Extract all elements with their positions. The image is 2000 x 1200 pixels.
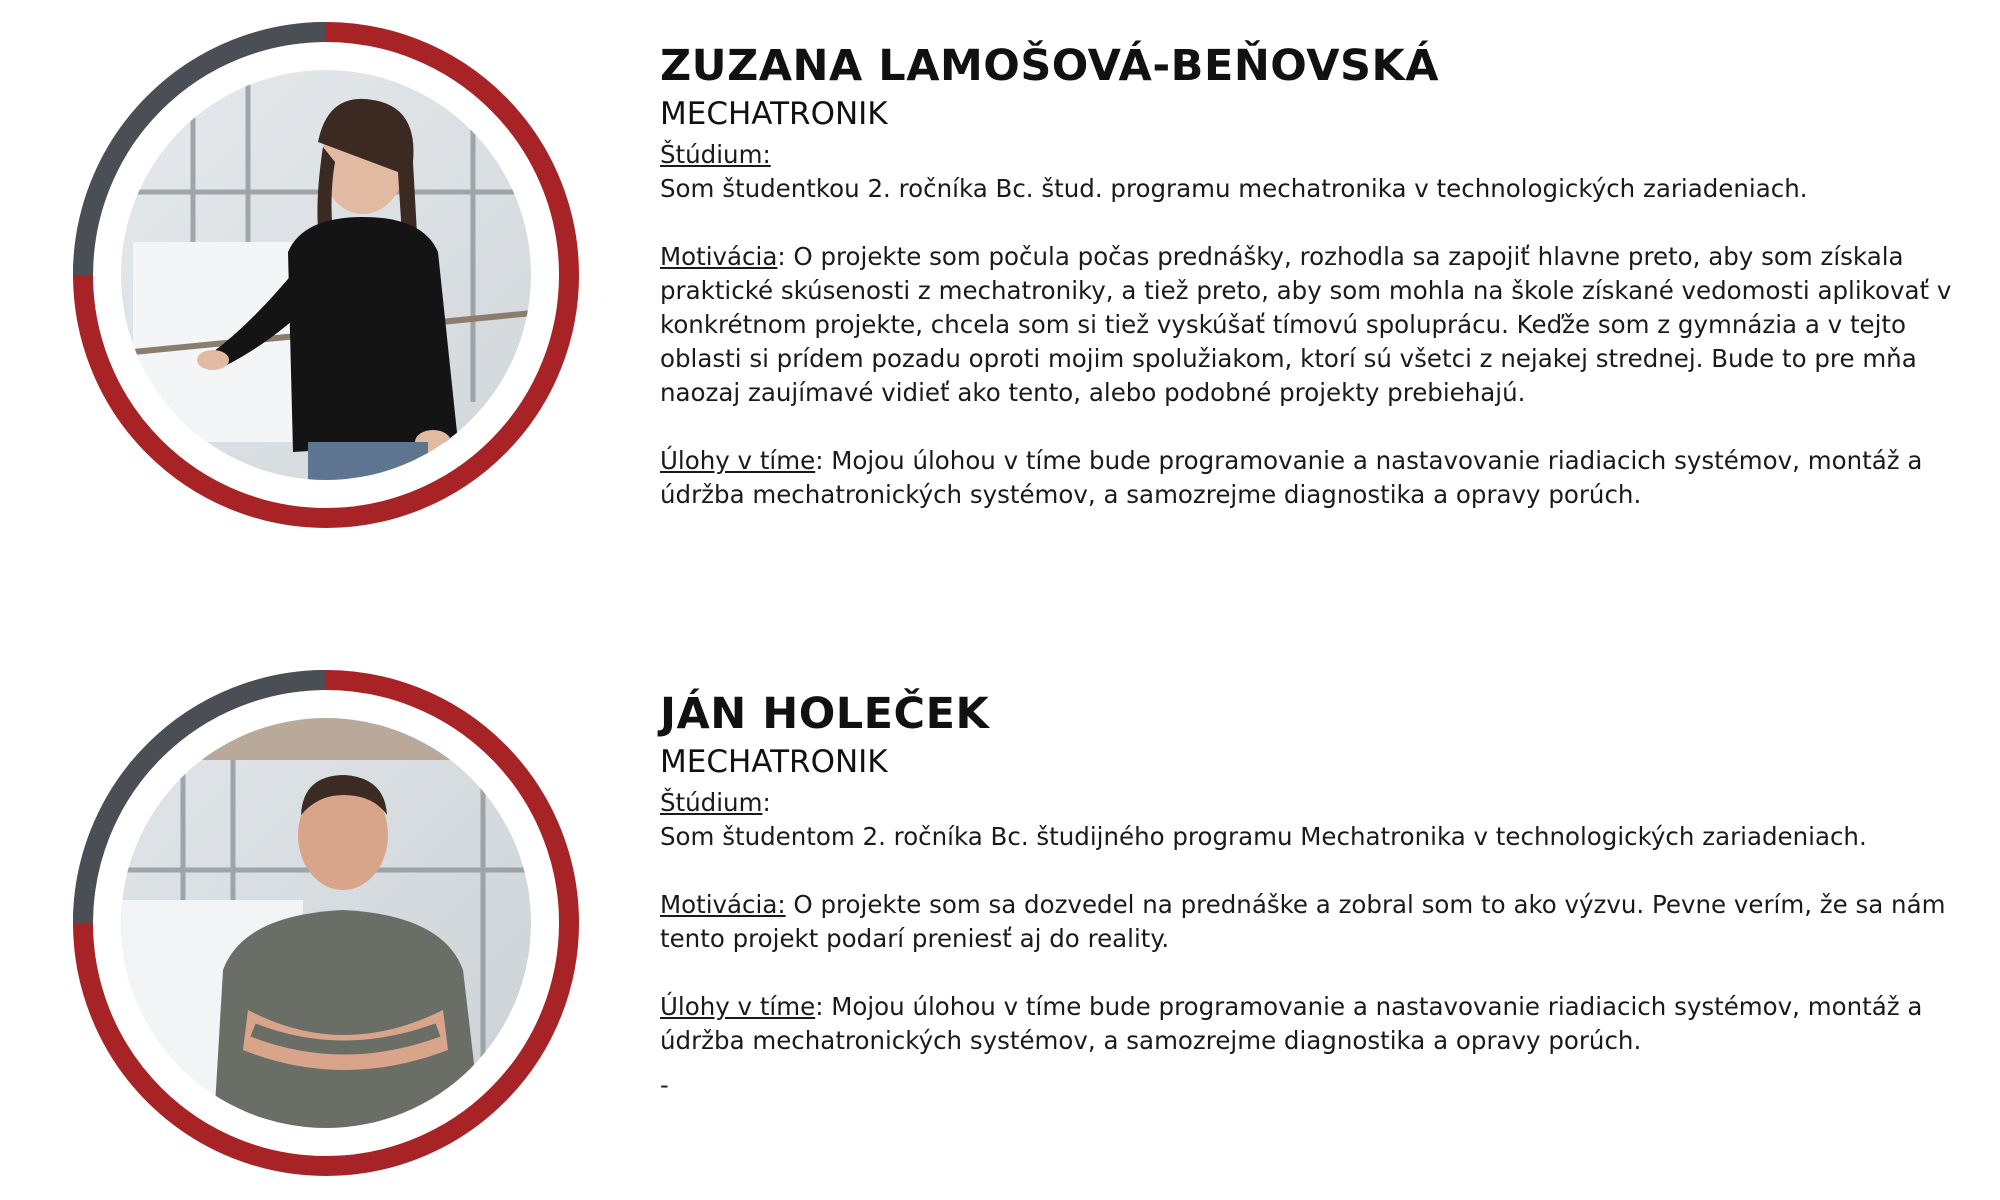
member-name: ZUZANA LAMOŠOVÁ-BEŇOVSKÁ (660, 41, 1440, 91)
member-info (660, 38, 1960, 546)
member-role: MECHATRONIK (660, 744, 888, 780)
tasks-paragraph (660, 444, 1960, 512)
study-paragraph (660, 138, 1960, 206)
tasks-paragraph (660, 990, 1960, 1058)
member-info (660, 686, 1960, 1102)
member-name: JÁN HOLEČEK (660, 689, 990, 739)
study-paragraph (660, 786, 1960, 854)
tasks-label: Úlohy v tíme (660, 992, 816, 1021)
study-label: Štúdium: (660, 140, 771, 169)
study-label: Štúdium (660, 788, 763, 817)
member-role: MECHATRONIK (660, 96, 888, 132)
motivation-label: Motivácia: (660, 890, 786, 919)
motivation-paragraph (660, 888, 1960, 956)
motivation-text: : O projekte som počula počas prednášky, rozhodla sa zapojiť hlavne preto, aby som získala praktické skúsenosti z mechatroniky, a tiež preto, aby som mohla na škole získané vedomosti aplikovať v konkrétnom projekte, chcela som si tiež vyskúšať tímovú spoluprácu. Keďže som z gymnázia a v tejto oblasti si prídem pozadu oproti mojim spolužiakom, ktorí sú všetci z nejakej strednej. Bude to pre mňa naozaj zaujímavé vidieť ako tento, alebo podobné projekty prebiehajú. (660, 242, 1952, 407)
tasks-text: : Mojou úlohou v tíme bude programovanie a nastavovanie riadiacich systémov, montáž a údržba mechatronických systémov, a samozrejme diagnostika a opravy porúch. (660, 992, 1923, 1055)
motivation-text: O projekte som sa dozvedel na prednáške a zobral som to ako výzvu. Pevne verím, že sa nám tento projekt podarí preniesť aj do reality. (660, 890, 1946, 953)
trailing-dash: - (660, 1071, 669, 1099)
study-text: : Som študentom 2. ročníka Bc. študijného programu Mechatronika v technologických zariadeniach. (660, 788, 1867, 851)
member-photo-frame (73, 22, 579, 528)
member-photo (73, 22, 579, 528)
motivation-label: Motivácia (660, 242, 778, 271)
member-photo-frame (73, 670, 579, 1176)
tasks-label: Úlohy v tíme (660, 446, 816, 475)
study-text: Som študentkou 2. ročníka Bc. štud. programu mechatronika v technologických zariadeniach. (660, 174, 1808, 203)
motivation-paragraph (660, 240, 1960, 410)
member-photo (73, 670, 579, 1176)
tasks-text: : Mojou úlohou v tíme bude programovanie a nastavovanie riadiacich systémov, montáž a údržba mechatronických systémov, a samozrejme diagnostika a opravy porúch. (660, 446, 1923, 509)
